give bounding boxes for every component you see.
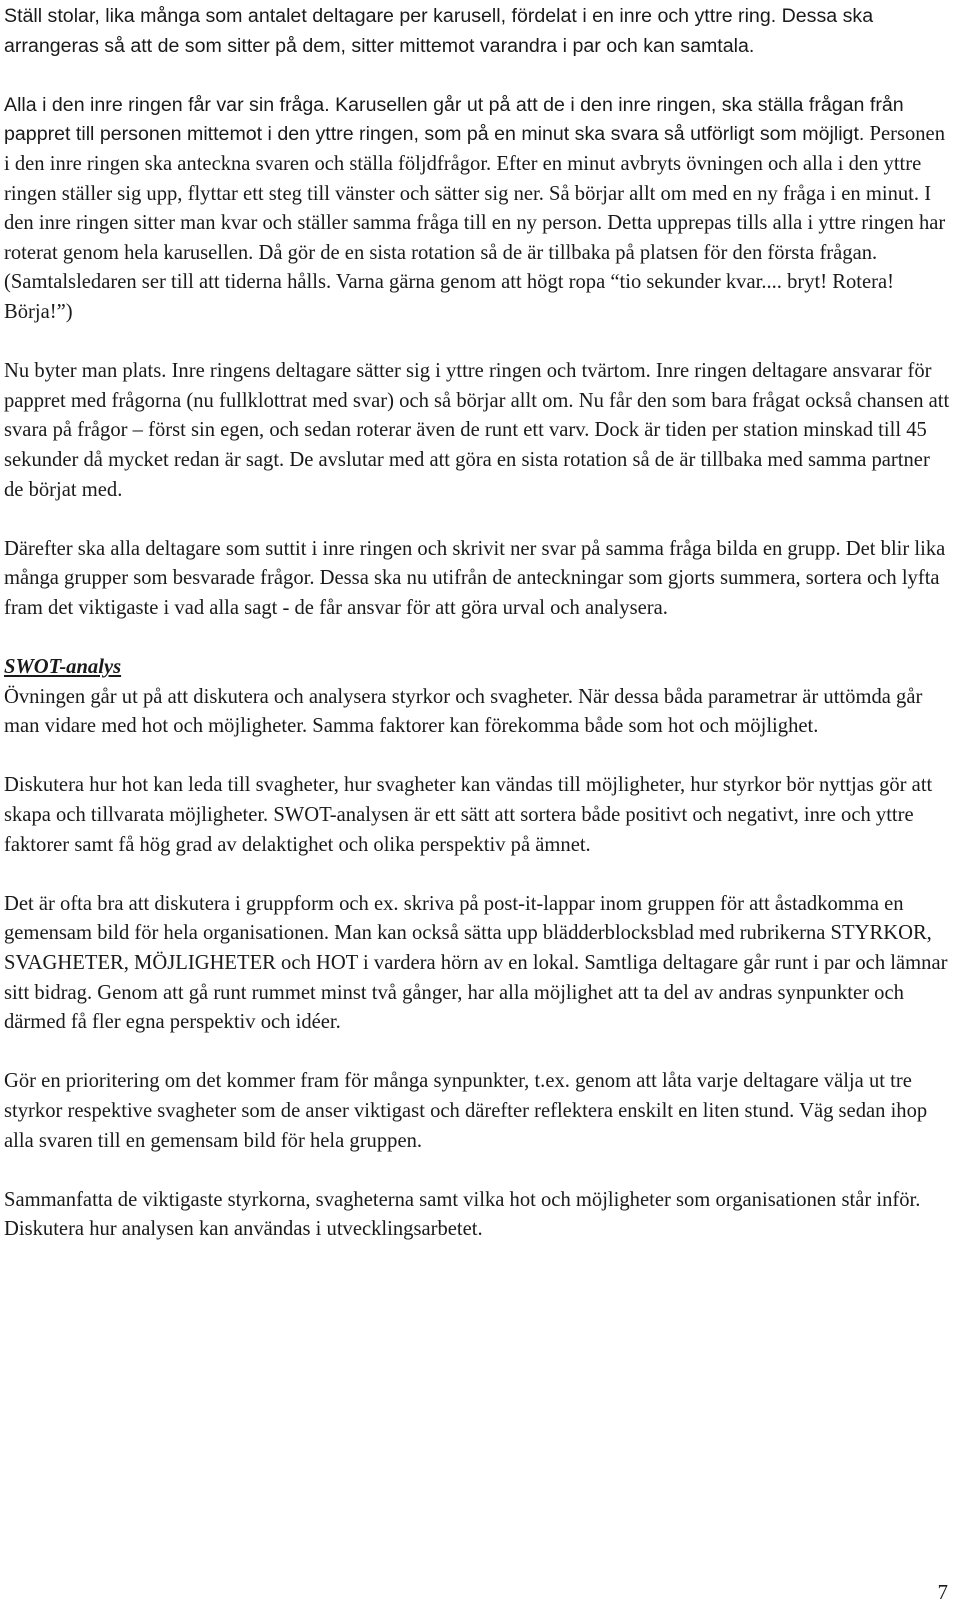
- paragraph-prioritization: Gör en prioritering om det kommer fram för många synpunkter, t.ex. genom att låta varje deltagare välja ut tre styrkor respektive svagheter som de anser viktigast och därefter reflektera enskilt en liten stund. Väg sedan ihop alla svaren till en gemensam bild för hela gruppen.: [4, 1070, 928, 1152]
- paragraph-chair-setup: Ställ stolar, lika många som antalet deltagare per karusell, fördelat i en inre och yttre ring. Dessa ska arrangeras så att de som sitter på dem, sitter mittemot varandra i par och kan samtala.: [4, 5, 874, 57]
- paragraph-swot-discussion: Diskutera hur hot kan leda till svagheter, hur svagheter kan vändas till möjligheter, hur styrkor bör nyttjas gör att skapa och tillvarata möjligheter. SWOT-analysen är ett sätt att sortera både positivt och negativt, inre och yttre faktorer samt få hög grad av delaktighet och olika perspektiv på ämnet.: [4, 774, 933, 856]
- paragraph-summary: Sammanfatta de viktigaste styrkorna, svagheterna samt vilka hot och möjligheter som organisationen står inför. Diskutera hur analysen kan användas i utvecklingsarbetet.: [4, 1188, 921, 1241]
- page-number: 7: [937, 1580, 948, 1604]
- paragraph-swot-group-work: Det är ofta bra att diskutera i gruppform och ex. skriva på post-it-lappar inom gruppen för att åstadkomma en gemensam bild för hela organisationen. Man kan också sätta upp blädderblocksblad med rubrikerna STYRKOR, SVAGHETER, MÖJLIGHETER och HOT i vardera hörn av en lokal. Samtliga deltagare går runt i par och lämnar sitt bidrag. Genom att gå runt rummet minst två gånger, har alla möjlighet att ta del av andras synpunkter och därmed få fler egna perspektiv och idéer.: [4, 892, 948, 1034]
- paragraph-group-summary: Därefter ska alla deltagare som suttit i inre ringen och skrivit ner svar på samma fråga bilda en grupp. Det blir lika många grupper som besvarade frågor. Dessa ska nu utifrån de anteckningar som gjorts summera, sortera och lyfta fram det viktigaste i vad alla sagt - de får ansvar för att göra urval och analysera.: [4, 537, 946, 619]
- document-body: [4, 2, 954, 1245]
- carousel-rules-continued: Personen i den inre ringen ska anteckna svaren och ställa följdfrågor. Efter en minut avbryts övningen och alla i den yttre ringen ställer sig upp, flyttar ett steg till vänster och sätter sig ner. Så börjar allt om med en ny fråga i en minut. I den inre ringen sitter man kvar och ställer samma fråga till en ny person. Detta upprepas tills alla i yttre ringen har roterat genom hela karusellen. Då gör de en sista rotation så de är tillbaka på platsen för den första frågan. (Samtalsledaren ser till att tiderna hålls. Varna gärna genom att högt ropa “tio sekunder kvar.... bryt! Rotera! Börja!”): [4, 123, 946, 323]
- paragraph-swot-intro: Övningen går ut på att diskutera och analysera styrkor och svagheter. När dessa båda parametrar är uttömda går man vidare med hot och möjligheter. Samma faktorer kan förekomma både som hot och möjlighet.: [4, 685, 923, 738]
- swot-heading: SWOT-analys: [4, 656, 122, 679]
- carousel-rules-intro: Alla i den inre ringen får var sin fråga. Karusellen går ut på att de i den inre ringen, ska ställa frågan från pappret till personen mittemot i den yttre ringen, som på en minut ska svara så utförligt som möjligt.: [4, 93, 904, 146]
- swot-section: [4, 653, 954, 742]
- paragraph-switch-places: Nu byter man plats. Inre ringens deltagare sätter sig i yttre ringen och tvärtom. Inre ringen deltagare ansvarar för pappret med frågorna (nu fullklottrat med svar) och så börjar allt om. Nu får den som bara frågat också chansen att svara på frågor – först sin egen, och sedan roterar även de runt ett varv. Dock är tiden per station minskad till 45 sekunder då mycket redan är sagt. De avslutar med att göra en sista rotation så de är tillbaka med samma partner de börjat med.: [4, 360, 950, 501]
- paragraph-carousel-rules: [4, 91, 954, 328]
